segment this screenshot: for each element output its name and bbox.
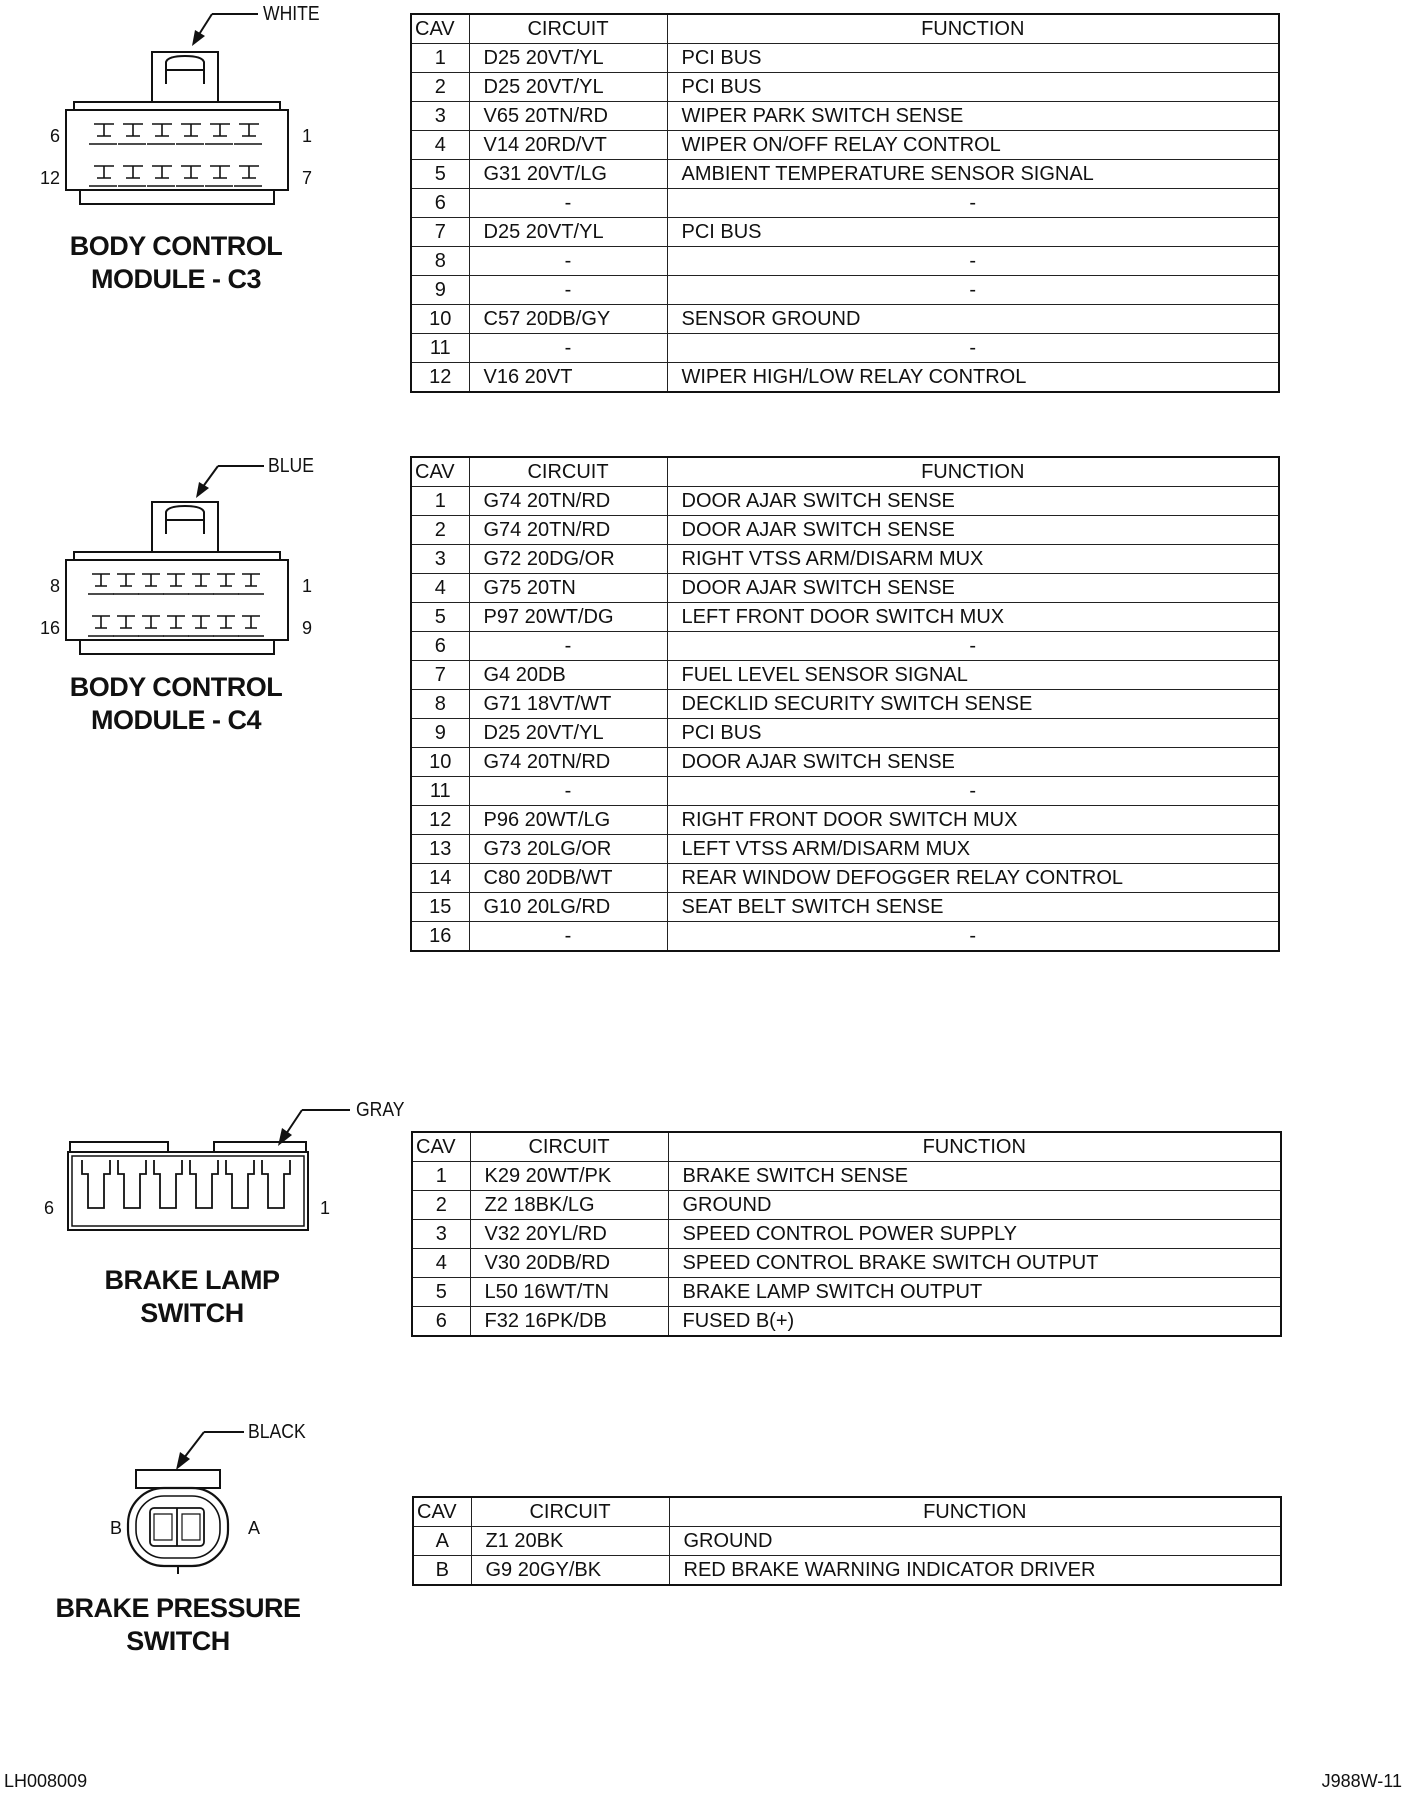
function-cell: AMBIENT TEMPERATURE SENSOR SIGNAL [667, 160, 1279, 189]
title-line: SWITCH [126, 1626, 230, 1656]
pin-label-bottom-right: 7 [302, 168, 313, 188]
function-cell: RIGHT FRONT DOOR SWITCH MUX [667, 806, 1279, 835]
pin-label-bottom-left: 16 [39, 618, 60, 638]
function-cell: - [667, 632, 1279, 661]
connector-c4-title [40, 671, 312, 737]
circuit-cell: D25 20VT/YL [469, 218, 667, 247]
table-row [412, 1220, 1281, 1249]
pin-label-top-right: 1 [302, 576, 313, 596]
table-row [412, 1162, 1281, 1191]
table-header-row [411, 14, 1279, 44]
table-header-row [412, 1132, 1281, 1162]
function-cell: REAR WINDOW DEFOGGER RELAY CONTROL [667, 864, 1279, 893]
cav-cell: 3 [411, 545, 469, 574]
function-cell: DOOR AJAR SWITCH SENSE [667, 748, 1279, 777]
table-row [411, 44, 1279, 73]
title-line: SWITCH [140, 1298, 244, 1328]
function-cell: DOOR AJAR SWITCH SENSE [667, 574, 1279, 603]
cav-cell: 15 [411, 893, 469, 922]
function-cell: BRAKE SWITCH SENSE [668, 1162, 1281, 1191]
function-cell: SEAT BELT SWITCH SENSE [667, 893, 1279, 922]
cav-cell: 11 [411, 777, 469, 806]
function-cell: WIPER ON/OFF RELAY CONTROL [667, 131, 1279, 160]
table-row [411, 305, 1279, 334]
function-cell: PCI BUS [667, 44, 1279, 73]
title-line: BODY CONTROL [69, 672, 283, 702]
header-circuit: CIRCUIT [469, 457, 667, 487]
pinout-table-c3 [410, 13, 1280, 393]
cav-cell: 3 [411, 102, 469, 131]
pin-label-left: 6 [43, 1198, 54, 1218]
cav-cell: 1 [412, 1162, 470, 1191]
connector-c4-diagram [40, 448, 330, 668]
function-cell: PCI BUS [667, 73, 1279, 102]
cav-cell: A [413, 1527, 471, 1556]
cav-cell: 6 [411, 632, 469, 661]
table-row [411, 748, 1279, 777]
table-row [411, 777, 1279, 806]
circuit-cell: P97 20WT/DG [469, 603, 667, 632]
circuit-cell: G31 20VT/LG [469, 160, 667, 189]
cav-cell: 3 [412, 1220, 470, 1249]
cav-cell: 1 [411, 44, 469, 73]
connector-c3-title [40, 230, 312, 296]
function-cell: - [667, 276, 1279, 305]
table-row [411, 160, 1279, 189]
table-row [411, 632, 1279, 661]
cav-cell: 2 [412, 1191, 470, 1220]
circuit-cell: G72 20DG/OR [469, 545, 667, 574]
title-line: BRAKE PRESSURE [55, 1593, 301, 1623]
function-cell: WIPER HIGH/LOW RELAY CONTROL [667, 363, 1279, 393]
circuit-cell: - [469, 189, 667, 218]
table-row [411, 893, 1279, 922]
table-header-row [411, 457, 1279, 487]
circuit-cell: - [469, 276, 667, 305]
function-cell: - [667, 777, 1279, 806]
table-row [411, 690, 1279, 719]
circuit-cell: F32 16PK/DB [470, 1307, 668, 1337]
circuit-cell: V65 20TN/RD [469, 102, 667, 131]
table-row [411, 661, 1279, 690]
pinout-table-brake-pressure [412, 1496, 1282, 1586]
table-row [412, 1278, 1281, 1307]
circuit-cell: V14 20RD/VT [469, 131, 667, 160]
table-row [411, 189, 1279, 218]
function-cell: SENSOR GROUND [667, 305, 1279, 334]
circuit-cell: V32 20YL/RD [470, 1220, 668, 1249]
cav-cell: 4 [411, 131, 469, 160]
title-line: MODULE - C3 [91, 264, 261, 294]
cav-cell: 8 [411, 247, 469, 276]
cav-cell: 10 [411, 305, 469, 334]
circuit-cell: G74 20TN/RD [469, 748, 667, 777]
cav-cell: 9 [411, 276, 469, 305]
cav-cell: 9 [411, 719, 469, 748]
table-row [411, 516, 1279, 545]
circuit-cell: K29 20WT/PK [470, 1162, 668, 1191]
circuit-cell: G71 18VT/WT [469, 690, 667, 719]
brake-pressure-switch-title [42, 1592, 314, 1658]
cav-cell: 6 [412, 1307, 470, 1337]
function-cell: SPEED CONTROL POWER SUPPLY [668, 1220, 1281, 1249]
header-cav: CAV [413, 1497, 471, 1527]
cav-cell: 16 [411, 922, 469, 952]
table-row [411, 545, 1279, 574]
table-row [412, 1307, 1281, 1337]
connector-color-label: BLUE [268, 453, 314, 477]
header-function: FUNCTION [667, 457, 1279, 487]
circuit-cell: P96 20WT/LG [469, 806, 667, 835]
function-cell: LEFT VTSS ARM/DISARM MUX [667, 835, 1279, 864]
figure-id-left: LH008009 [4, 1771, 88, 1791]
circuit-cell: - [469, 334, 667, 363]
circuit-cell: C57 20DB/GY [469, 305, 667, 334]
circuit-cell: - [469, 247, 667, 276]
pin-label-right: 1 [320, 1198, 331, 1218]
table-row [411, 334, 1279, 363]
cav-cell: 2 [411, 516, 469, 545]
table-header-row [413, 1497, 1281, 1527]
function-cell: - [667, 334, 1279, 363]
cav-cell: 5 [411, 603, 469, 632]
function-cell: GROUND [668, 1191, 1281, 1220]
brake-lamp-switch-diagram [38, 1088, 405, 1248]
circuit-cell: - [469, 777, 667, 806]
circuit-cell: G74 20TN/RD [469, 516, 667, 545]
function-cell: FUSED B(+) [668, 1307, 1281, 1337]
circuit-cell: - [469, 922, 667, 952]
circuit-cell: G75 20TN [469, 574, 667, 603]
brake-lamp-switch-title [56, 1264, 328, 1330]
circuit-cell: G9 20GY/BK [471, 1556, 669, 1586]
cav-cell: 7 [411, 218, 469, 247]
table-row [412, 1249, 1281, 1278]
cav-cell: 12 [411, 363, 469, 393]
pin-label-right: A [248, 1518, 261, 1538]
cav-cell: 12 [411, 806, 469, 835]
table-row [411, 922, 1279, 952]
cavity-row [89, 124, 262, 144]
header-circuit: CIRCUIT [469, 14, 667, 44]
table-row [411, 719, 1279, 748]
circuit-cell: D25 20VT/YL [469, 719, 667, 748]
function-cell: - [667, 247, 1279, 276]
circuit-cell: G74 20TN/RD [469, 487, 667, 516]
function-cell: DOOR AJAR SWITCH SENSE [667, 487, 1279, 516]
table-row [411, 363, 1279, 393]
circuit-cell: D25 20VT/YL [469, 44, 667, 73]
circuit-cell: G10 20LG/RD [469, 893, 667, 922]
pin-label-left: B [110, 1518, 123, 1538]
pin-label-top-left: 8 [49, 576, 60, 596]
header-cav: CAV [411, 457, 469, 487]
function-cell: DOOR AJAR SWITCH SENSE [667, 516, 1279, 545]
table-row [411, 806, 1279, 835]
table-row [413, 1527, 1281, 1556]
cav-cell: 1 [411, 487, 469, 516]
circuit-cell: Z2 18BK/LG [470, 1191, 668, 1220]
pin-label-top-left: 6 [49, 126, 60, 146]
title-line: BRAKE LAMP [104, 1265, 280, 1295]
table-row [411, 864, 1279, 893]
function-cell: DECKLID SECURITY SWITCH SENSE [667, 690, 1279, 719]
function-cell: FUEL LEVEL SENSOR SIGNAL [667, 661, 1279, 690]
table-row [411, 835, 1279, 864]
circuit-cell: V16 20VT [469, 363, 667, 393]
function-cell: WIPER PARK SWITCH SENSE [667, 102, 1279, 131]
table-row [413, 1556, 1281, 1586]
cav-cell: B [413, 1556, 471, 1586]
circuit-cell: V30 20DB/RD [470, 1249, 668, 1278]
pinout-table-brake-lamp [411, 1131, 1282, 1337]
cav-cell: 6 [411, 189, 469, 218]
figure-id-right: J988W-11 [1321, 1771, 1402, 1791]
circuit-cell: G4 20DB [469, 661, 667, 690]
function-cell: - [667, 189, 1279, 218]
table-row [411, 247, 1279, 276]
cav-cell: 11 [411, 334, 469, 363]
function-cell: RED BRAKE WARNING INDICATOR DRIVER [669, 1556, 1281, 1586]
cav-cell: 4 [412, 1249, 470, 1278]
pinout-table-c4 [410, 456, 1280, 952]
cav-cell: 8 [411, 690, 469, 719]
circuit-cell: C80 20DB/WT [469, 864, 667, 893]
cav-cell: 5 [412, 1278, 470, 1307]
header-function: FUNCTION [669, 1497, 1281, 1527]
header-circuit: CIRCUIT [471, 1497, 669, 1527]
function-cell: SPEED CONTROL BRAKE SWITCH OUTPUT [668, 1249, 1281, 1278]
cav-cell: 10 [411, 748, 469, 777]
table-row [411, 276, 1279, 305]
connector-color-label: WHITE [263, 1, 320, 25]
connector-c3-diagram [40, 0, 330, 220]
cavity-row [88, 616, 264, 636]
table-row [411, 574, 1279, 603]
terminal-row [82, 1160, 290, 1208]
pin-label-top-right: 1 [302, 126, 313, 146]
brake-pressure-switch-diagram [80, 1408, 340, 1578]
header-function: FUNCTION [668, 1132, 1281, 1162]
connector-color-label: GRAY [356, 1097, 405, 1121]
pin-label-bottom-left: 12 [39, 168, 60, 188]
table-row [411, 73, 1279, 102]
title-line: BODY CONTROL [69, 231, 283, 261]
header-cav: CAV [411, 14, 469, 44]
cavity-row [89, 166, 262, 186]
table-row [411, 218, 1279, 247]
header-cav: CAV [412, 1132, 470, 1162]
connector-color-label: BLACK [248, 1419, 306, 1443]
table-row [411, 131, 1279, 160]
circuit-cell: G73 20LG/OR [469, 835, 667, 864]
function-cell: GROUND [669, 1527, 1281, 1556]
cav-cell: 2 [411, 73, 469, 102]
function-cell: RIGHT VTSS ARM/DISARM MUX [667, 545, 1279, 574]
cavity-row [88, 574, 264, 594]
circuit-cell: Z1 20BK [471, 1527, 669, 1556]
circuit-cell: - [469, 632, 667, 661]
circuit-cell: D25 20VT/YL [469, 73, 667, 102]
function-cell: PCI BUS [667, 719, 1279, 748]
table-row [411, 603, 1279, 632]
cav-cell: 4 [411, 574, 469, 603]
header-circuit: CIRCUIT [470, 1132, 668, 1162]
function-cell: BRAKE LAMP SWITCH OUTPUT [668, 1278, 1281, 1307]
pin-label-bottom-right: 9 [302, 618, 313, 638]
title-line: MODULE - C4 [91, 705, 261, 735]
cav-cell: 14 [411, 864, 469, 893]
function-cell: PCI BUS [667, 218, 1279, 247]
cav-cell: 5 [411, 160, 469, 189]
header-function: FUNCTION [667, 14, 1279, 44]
circuit-cell: L50 16WT/TN [470, 1278, 668, 1307]
table-row [411, 487, 1279, 516]
function-cell: - [667, 922, 1279, 952]
table-row [412, 1191, 1281, 1220]
table-row [411, 102, 1279, 131]
function-cell: LEFT FRONT DOOR SWITCH MUX [667, 603, 1279, 632]
cav-cell: 7 [411, 661, 469, 690]
cav-cell: 13 [411, 835, 469, 864]
